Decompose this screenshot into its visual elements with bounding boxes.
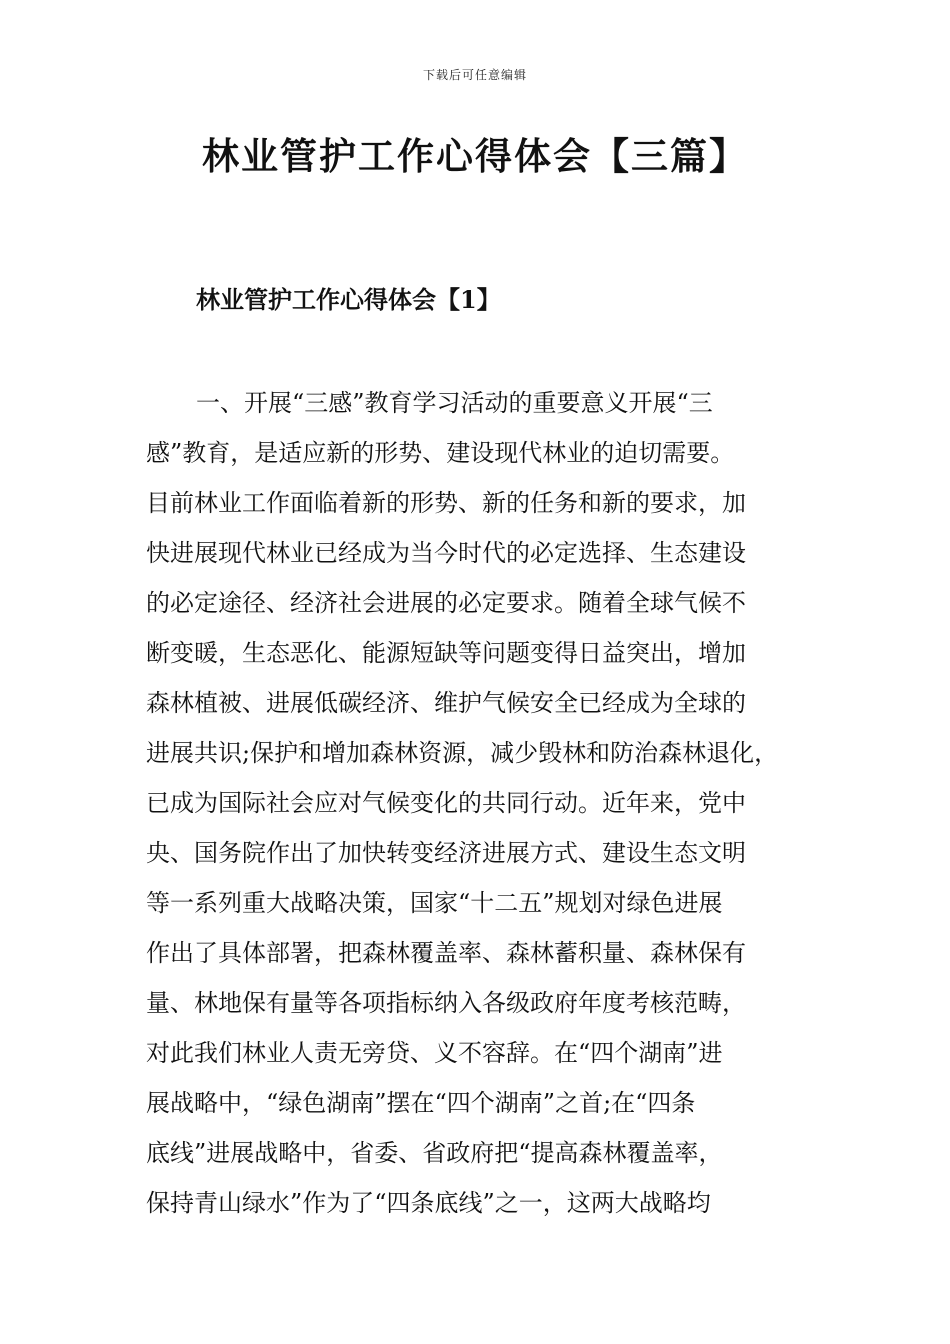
paragraph-line: 的必定途径、经济社会进展的必定要求。随着全球气候不 xyxy=(146,589,746,617)
paragraph-line: 央、国务院作出了加快转变经济进展方式、建设生态文明 xyxy=(146,839,746,867)
paragraph-line: 等一系列重大战略决策，国家“十二五”规划对绿色进展 xyxy=(146,889,723,917)
paragraph-line: 底线”进展战略中，省委、省政府把“提高森林覆盖率， xyxy=(146,1139,723,1167)
paragraph-line: 量、林地保有量等各项指标纳入各级政府年度考核范畴， xyxy=(146,989,746,1017)
document-title: 林业管护工作心得体会【三篇】 xyxy=(202,135,748,178)
paragraph-line: 森林植被、进展低碳经济、维护气候安全已经成为全球的 xyxy=(146,689,746,717)
paragraph-line: 已成为国际社会应对气候变化的共同行动。近年来，党中 xyxy=(146,789,746,817)
paragraph-line: 展战略中，“绿色湖南”摆在“四个湖南”之首;在“四条 xyxy=(146,1089,696,1117)
paragraph-line: 进展共识;保护和增加森林资源，减少毁林和防治森林退化， xyxy=(146,739,779,767)
header-note: 下载后可任意编辑 xyxy=(422,68,527,82)
paragraph-line: 目前林业工作面临着新的形势、新的任务和新的要求，加 xyxy=(146,489,746,517)
paragraph-line: 作出了具体部署，把森林覆盖率、森林蓄积量、森林保有 xyxy=(146,939,746,967)
paragraph-line: 快进展现代林业已经成为当今时代的必定选择、生态建设 xyxy=(146,539,746,567)
paragraph-line: 断变暖，生态恶化、能源短缺等问题变得日益突出，增加 xyxy=(146,639,746,667)
paragraph-line: 保持青山绿水”作为了“四条底线”之一，这两大战略均 xyxy=(146,1189,711,1217)
paragraph-line: 一、开展“三感”教育学习活动的重要意义开展“三 xyxy=(196,389,713,417)
paragraph-line: 感”教育，是适应新的形势、建设现代林业的迫切需要。 xyxy=(146,439,735,467)
section-heading: 林业管护工作心得体会【1】 xyxy=(196,285,501,314)
body-paragraph xyxy=(146,378,818,1228)
paragraph-line: 对此我们林业人责无旁贷、义不容辞。在“四个湖南”进 xyxy=(146,1039,723,1067)
